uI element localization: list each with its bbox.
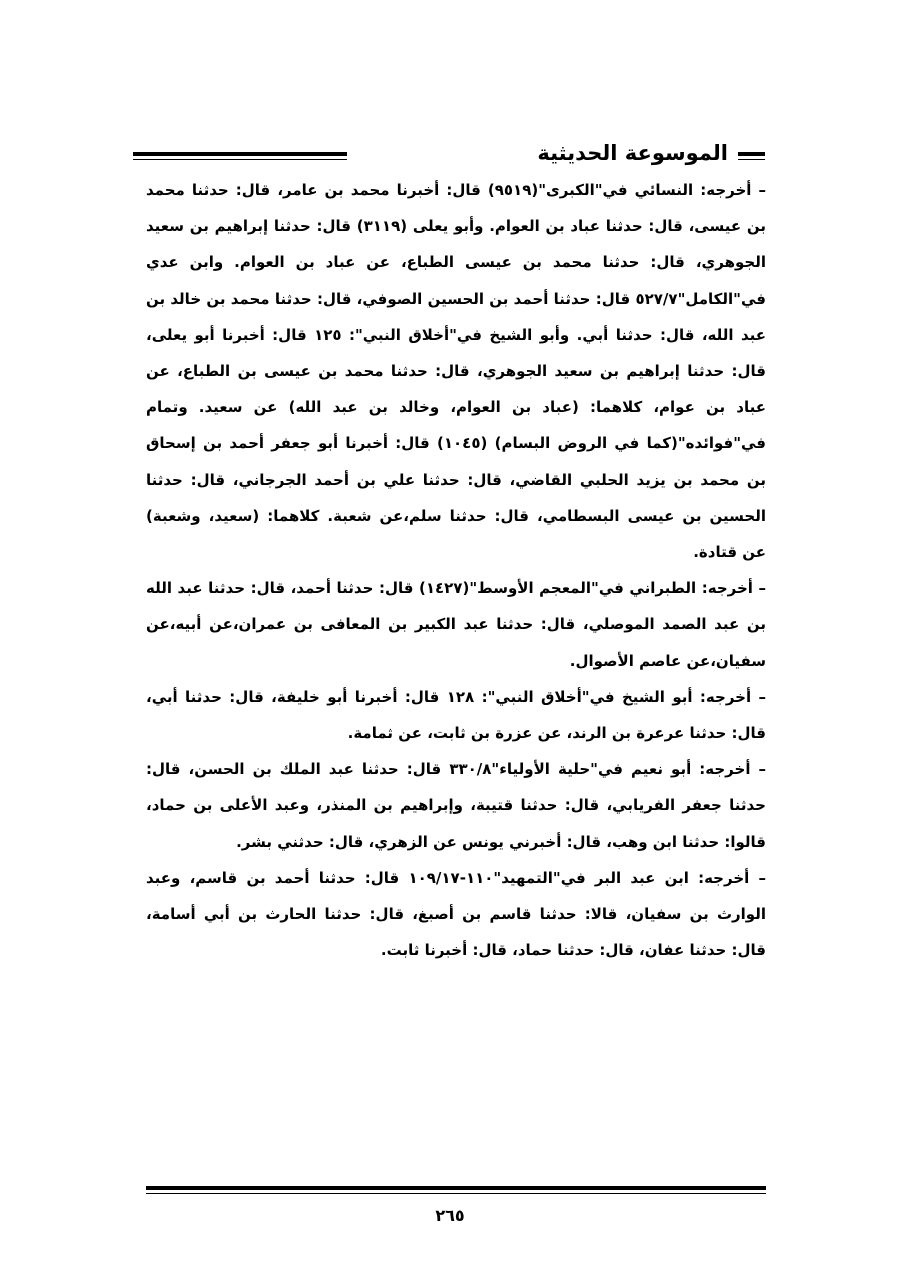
header-rule-left <box>133 152 347 160</box>
page-header <box>133 138 765 172</box>
paragraph-4: – أخرجه: أبو نعيم في"حلية الأولياء"٣٣٠/٨ قال: حدثنا عبد الملك بن الحسن، قال: حدثنا جعفر الفريابي، قال: حدثنا قتيبة، وإبراهيم بن المنذر، وعبد الأعلى بن حماد، قالوا: حدثنا ابن وهب، قال: أخبرني يونس عن الزهري، قال: حدثني بشر. <box>146 760 767 851</box>
header-title: الموسوعة الحديثية <box>537 141 728 165</box>
footer-rule <box>146 1186 766 1194</box>
paragraph-3: – أخرجه: أبو الشيخ في"أخلاق النبي": ١٢٨ قال: أخبرنا أبو خليفة، قال: حدثنا أبي، قال: حدثنا عرعرة بن الرند، عن عزرة بن ثابت، عن ثمامة. <box>146 687 767 743</box>
header-rule-right <box>738 152 765 160</box>
body-text <box>146 172 766 968</box>
paragraph-1: – أخرجه: النسائي في"الكبرى"(٩٥١٩) قال: أخبرنا محمد بن عامر، قال: حدثنا محمد بن عيسى، قال: حدثنا عباد بن العوام. وأبو يعلى (٣١١٩) قال: حدثنا إبراهيم بن سعيد الجوهري، قال: حدثنا محمد بن عيسى الطباع، عن عباد بن العوام. وابن عدي في"الكامل"٥٢٧/٧ قال: حدثنا أحمد بن الحسين الصوفي، قال: حدثنا محمد بن خالد بن عبد الله، قال: حدثنا أبي. وأبو الشيخ في"أخلاق النبي": ١٢٥ قال: أخبرنا أبو يعلى، قال: حدثنا إبراهيم بن سعيد الجوهري، قال: حدثنا محمد بن عيسى بن الطباع، عن عباد بن عوام، كلاهما: (عباد بن العوام، وخالد بن عبد الله) عن سعيد. وتمام في"فوائده"(كما في الروض البسام) (١٠٤٥) قال: أخبرنا أبو جعفر أحمد بن إسحاق بن محمد بن يزيد الحلبي القاضي، قال: حدثنا علي بن أحمد الجرجاني، قال: حدثنا الحسين بن عيسى البسطامي، قال: حدثنا سلم،عن شعبة. كلاهما: (سعيد، وشعبة) عن قتادة. <box>146 181 767 562</box>
paragraph-5: – أخرجه: ابن عبد البر في"التمهيد"١١٠-١٠٩/١٧ قال: حدثنا أحمد بن قاسم، وعبد الوارث بن سفيان، قالا: حدثنا قاسم بن أصبغ، قال: حدثنا الحارث بن أبي أسامة، قال: حدثنا عفان، قال: حدثنا حماد، قال: أخبرنا ثابت. <box>146 868 766 960</box>
page-number: ٢٦٥ <box>435 1206 465 1225</box>
paragraph-2: – أخرجه: الطبراني في"المعجم الأوسط"(١٤٢٧) قال: حدثنا أحمد، قال: حدثنا عبد الله بن عبد الصمد الموصلي، قال: حدثنا عبد الكبير بن المعافى بن عمران،عن أبيه،عن سفيان،عن عاصم الأصوال. <box>146 579 766 670</box>
